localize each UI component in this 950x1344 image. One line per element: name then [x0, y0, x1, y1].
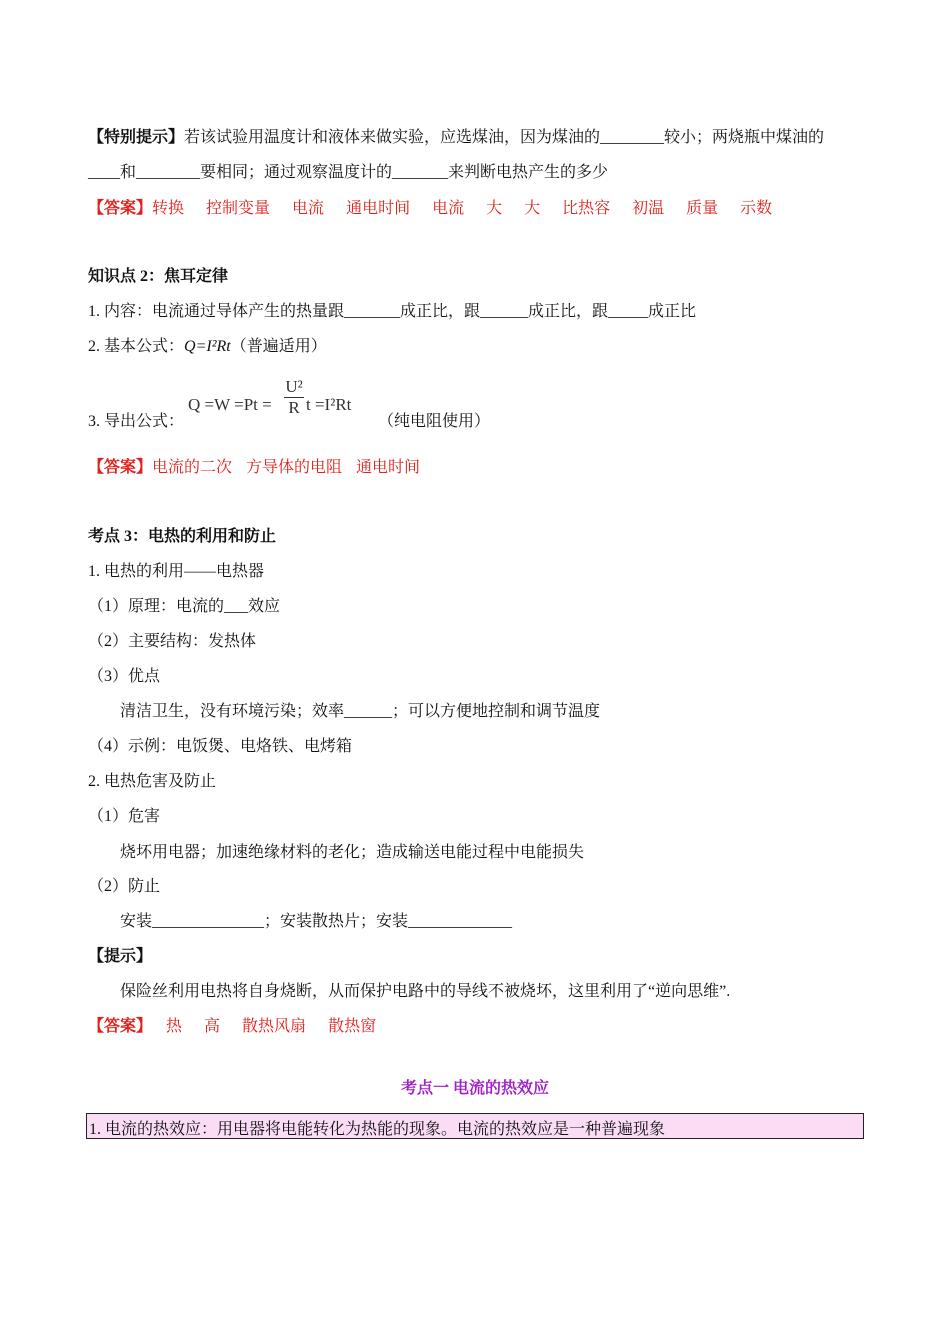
- answer-item: 电流的二次: [152, 459, 233, 476]
- answer-item: 热: [166, 1018, 183, 1035]
- formula-fraction: [284, 378, 304, 417]
- answer-line-2: [88, 458, 420, 478]
- formula-right: t =I²Rt: [306, 395, 352, 414]
- answer-item: 散热风扇: [242, 1018, 307, 1035]
- section-title-heat-effect: 考点一 电流的热效应: [400, 1080, 549, 1097]
- section-heading-joule: 知识点 2：焦耳定律: [88, 268, 229, 285]
- formula-left: Q =W =Pt =: [188, 395, 272, 414]
- joule-derived-label: 3. 导出公式：: [88, 413, 185, 430]
- list-item: 1. 电热的利用——电热器: [88, 563, 265, 580]
- answer-item: 转换: [152, 200, 185, 217]
- list-item: 清洁卫生，没有环境污染；效率______；可以方便地控制和调节温度: [120, 703, 601, 720]
- list-item: 2. 电热危害及防止: [88, 773, 217, 790]
- list-item: 烧坏用电器；加速绝缘材料的老化；造成输送电能过程中电能损失: [120, 844, 585, 861]
- joule-content: 1. 内容：电流通过导体产生的热量跟_______成正比，跟______成正比，跟_____成正比: [88, 303, 697, 320]
- tip-line-2: [88, 163, 608, 183]
- tip-text-1: 若该试验用温度计和液体来做实验，应选煤油，因为煤油的________较小；两烧瓶中煤油的: [184, 129, 825, 146]
- answer-item: 比热容: [562, 200, 611, 217]
- answer-item: 方导体的电阻: [246, 459, 343, 476]
- list-item: （1）危害: [88, 808, 161, 825]
- answer-item: 初温: [632, 200, 665, 217]
- answer-label: 【答案】: [88, 200, 153, 217]
- answer-item: 质量: [686, 200, 719, 217]
- section-heading-heat-use: 考点 3：电热的利用和防止: [88, 528, 277, 545]
- answer-label: 【答案】: [88, 459, 153, 476]
- definition-text: 1. 电流的热效应：用电器将电能转化为热能的现象。电流的热效应是一种普遍现象: [89, 1121, 666, 1138]
- hint-label: 【提示】: [88, 948, 153, 965]
- derived-formula: [188, 378, 388, 428]
- derived-formula-note: （纯电阻使用）: [378, 413, 491, 430]
- answer-item: 通电时间: [356, 459, 421, 476]
- answer-item: 控制变量: [206, 200, 271, 217]
- list-item: （2）防止: [88, 878, 161, 895]
- answer-line-3: [88, 1017, 376, 1037]
- basic-formula: Q=I²Rt: [184, 338, 231, 355]
- list-item: （1）原理：电流的___效应: [88, 598, 281, 615]
- list-item: （3）优点: [88, 668, 161, 685]
- tip-label: 【特别提示】: [88, 129, 185, 146]
- answer-item: 电流: [432, 200, 465, 217]
- answer-item: 电流: [292, 200, 325, 217]
- formula-numerator: U²: [285, 377, 303, 396]
- answer-item: 大: [524, 200, 541, 217]
- hint-text: 保险丝利用电热将自身烧断，从而保护电路中的导线不被烧坏，这里利用了“逆向思维”.: [120, 983, 731, 1000]
- list-item: 安装______________；安装散热片；安装_____________: [120, 913, 513, 930]
- formula-denominator: R: [288, 398, 300, 417]
- answer-item: 通电时间: [346, 200, 411, 217]
- tip-line-1: [88, 128, 824, 148]
- answer-label: 【答案】: [88, 1018, 153, 1035]
- answer-item: 示数: [740, 200, 773, 217]
- answer-item: 散热窗: [328, 1018, 377, 1035]
- answer-line-1: [88, 199, 772, 219]
- joule-basic-formula: 2. 基本公式：Q=I²Rt（普遍适用）: [88, 338, 327, 355]
- list-item: （4）示例：电饭煲、电烙铁、电烤箱: [88, 738, 353, 755]
- tip-text-2: ____和________要相同；通过观察温度计的_______来判断电热产生的多少: [88, 164, 609, 181]
- definition-box: [86, 1113, 864, 1139]
- answer-item: 高: [204, 1018, 221, 1035]
- answer-item: 大: [486, 200, 503, 217]
- list-item: （2）主要结构：发热体: [88, 633, 257, 650]
